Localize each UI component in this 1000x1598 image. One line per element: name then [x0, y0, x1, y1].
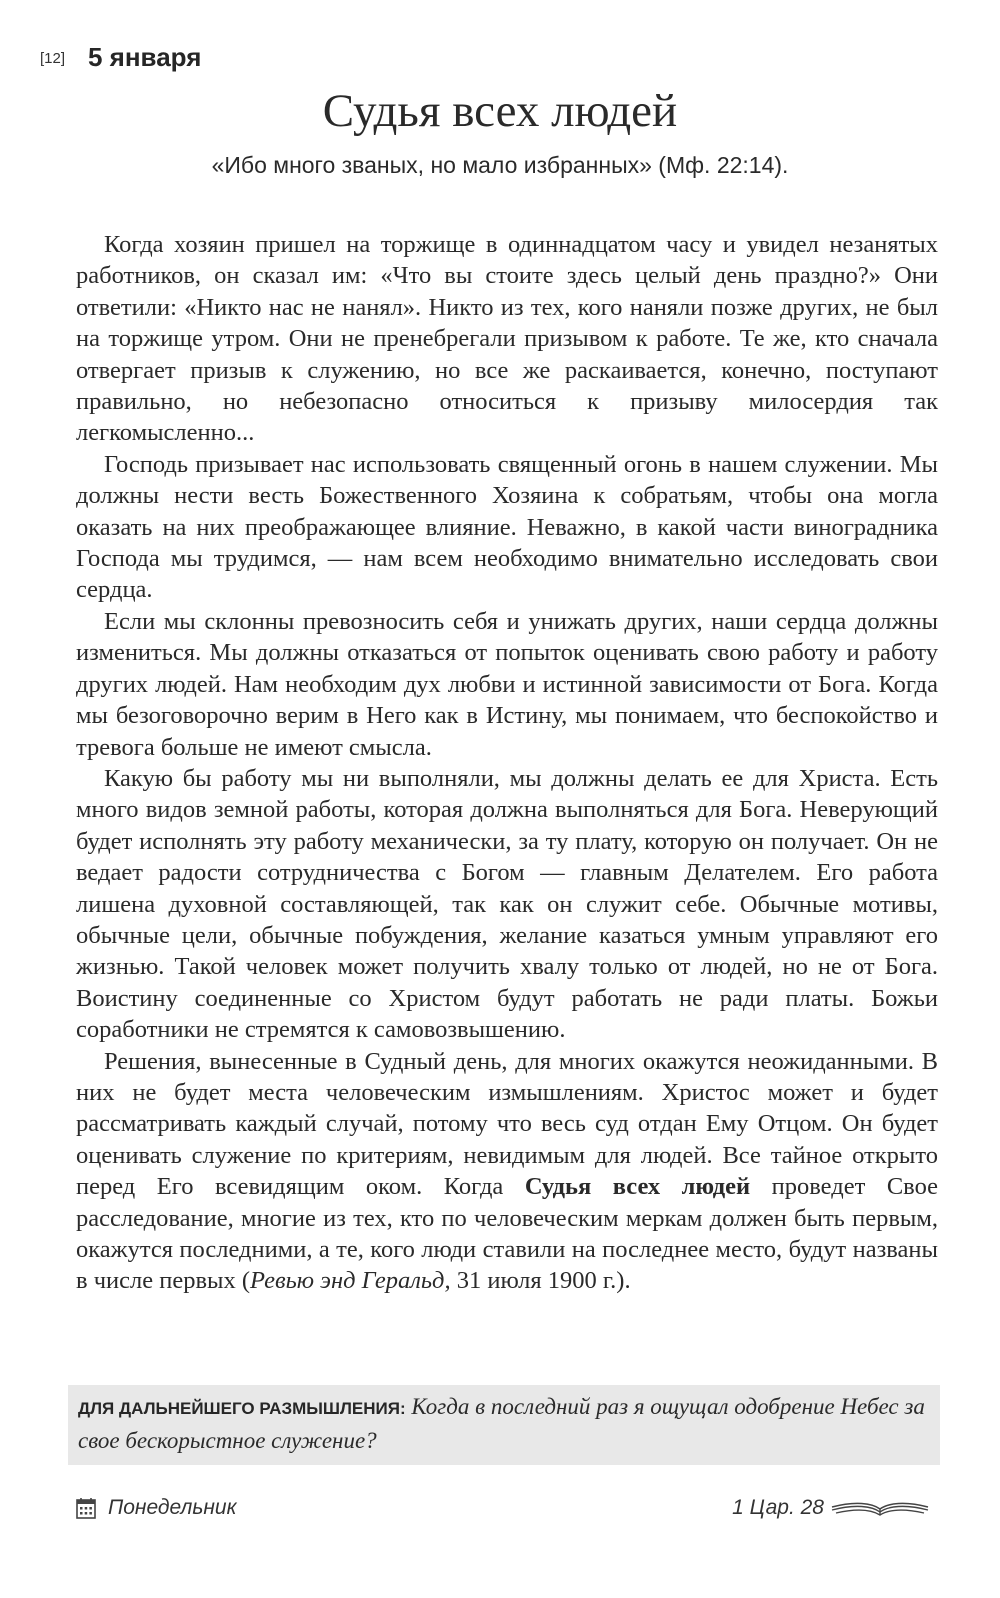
paragraph-final-part2: проведет Свое расследование, многие из тех, кто по человеческим меркам должен быть первым, окажутся последними, а те, кого люди ставили на последнее место, будут названы в числе первых ( [76, 1173, 938, 1295]
emphasis-title-phrase: Судья всех людей [524, 1173, 751, 1201]
paragraph: Если мы склонны превозносить себя и унижать других, наши сердца должны измениться. Мы должны отказаться от попыток оценивать свою работу и работу других людей. Нам необходим дух любви и истинной зависимости от Бога. Когда мы безоговорочно верим в Него как в Истину, мы понимаем, что беспокойство и тревога больше не имеют смысла. [76, 607, 938, 761]
calendar-icon [76, 1497, 96, 1519]
footer-reading [732, 1496, 930, 1520]
open-book-icon [830, 1497, 930, 1519]
paragraph-final [76, 1046, 938, 1297]
footer-day [76, 1496, 237, 1520]
footer-reading-label: 1 Цар. 28 [732, 1496, 824, 1519]
epigraph-verse: «Ибо много званых, но мало избранных» (Мф. 22:14). [211, 152, 789, 178]
reflection-question: Когда в последний раз я ощущал одобрение Небес за свое бескорыстное служение? [78, 1394, 925, 1453]
page-title: Судья всех людей [322, 85, 678, 137]
page-number: [12] [40, 50, 66, 67]
paragraph: Какую бы работу мы ни выполняли, мы должны делать ее для Христа. Есть много видов земной работы, которая должна выполняться для Бога. Неверующий будет исполнять эту работу механически, за ту плату, которую он получает. Он не ведает радости сотрудничества с Богом — главным Делателем. Его работа лишена духовной составляющей, так как он служит себе. Обычные мотивы, обычные цели, обычные побуждения, желание казаться умным управляют его жизнью. Такой человек может получить хвалу только от людей, но не от Бога. Воистину соединенные со Христом будут работать не ради платы. Божьи соработники не стремятся к самовозвышению. [76, 764, 938, 1044]
footer-day-label: Понедельник [108, 1496, 237, 1519]
date-heading: 5 января [88, 42, 202, 72]
paragraph-final-part1: Решения, вынесенные в Судный день, для многих окажутся неожиданными. В них не будет места человеческим измышлениям. Христос может и будет рассматривать каждый случай, потому что весь суд отдан Ему Отцом. Он будет оценивать служение по критериям, невидимым для людей. Все тайное открыто перед Его всевидящим оком. Когда [76, 1047, 938, 1201]
paragraph: Господь призывает нас использовать священный огонь в нашем служении. Мы должны нести весть Божественного Хозяина к собратьям, чтобы она могла оказать на них преображающее влияние. Неважно, в какой части виноградника Господа мы трудимся, — нам всем необходимо внимательно исследовать свои сердца. [76, 450, 938, 604]
reflection-box [68, 1385, 940, 1465]
paragraph: Когда хозяин пришел на торжище в одиннадцатом часу и увидел незанятых работников, он сказал им: «Что вы стоите здесь целый день праздно?» Они ответили: «Никто нас не нанял». Никто из тех, кого наняли позже других, не был на торжище утром. Они не пренебрегали призывом к работе. Те же, кто сначала отвергает призыв к служению, но все же раскаивается, конечно, поступают правильно, но небезопасно относиться к призыву милосердия так легкомысленно... [76, 231, 938, 447]
body-text [76, 229, 938, 1297]
source-date: 31 июля 1900 г.). [450, 1267, 631, 1295]
source-title: Ревью энд Геральд, [250, 1267, 451, 1295]
reflection-label: ДЛЯ ДАЛЬНЕЙШЕГО РАЗМЫШЛЕНИЯ: [78, 1399, 406, 1418]
